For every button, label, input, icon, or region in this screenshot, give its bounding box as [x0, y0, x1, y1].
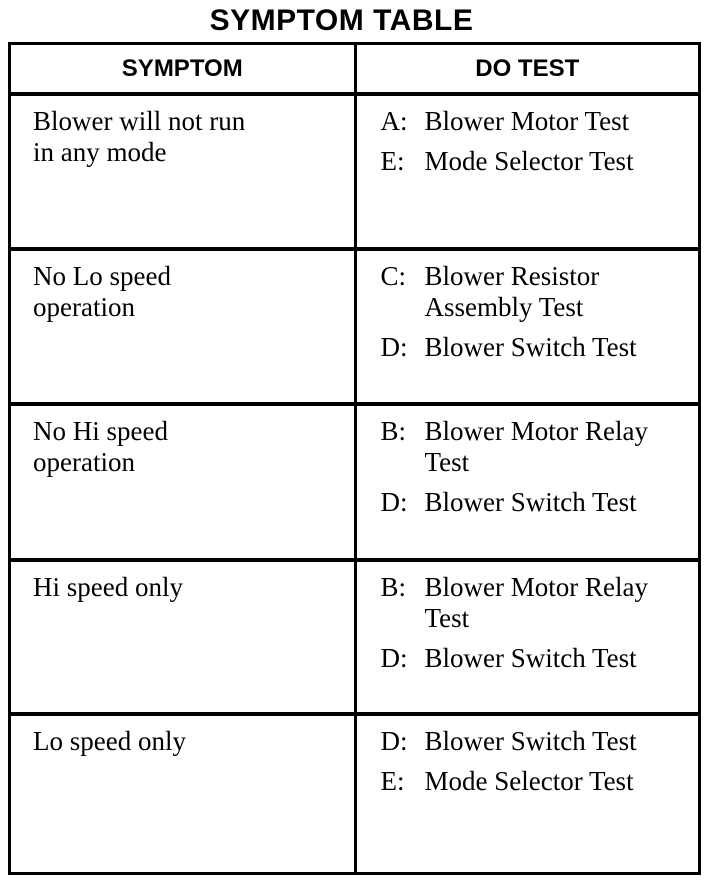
- test-item: [381, 416, 689, 478]
- test-code: D:: [380, 643, 408, 673]
- test-code: E:: [380, 146, 405, 176]
- do-test-column-header: DO TEST: [355, 45, 698, 94]
- test-name: Blower Switch Test: [424, 643, 637, 673]
- header-row: [11, 45, 698, 94]
- test-item: [381, 106, 689, 137]
- test-item: [381, 726, 689, 757]
- test-name: Blower Switch Test: [424, 332, 637, 362]
- symptom-text: Blower will not run in any mode: [33, 106, 246, 167]
- table-row: [11, 714, 698, 872]
- test-name: Mode Selector Test: [424, 766, 634, 796]
- test-item: [381, 332, 689, 363]
- test-item: [381, 146, 689, 177]
- test-code: A:: [380, 106, 408, 136]
- test-item: [381, 487, 689, 518]
- symptom-text: Hi speed only: [33, 572, 183, 602]
- test-name: Blower Motor Relay Test: [424, 572, 648, 633]
- test-name: Mode Selector Test: [424, 146, 634, 176]
- test-item: [381, 643, 689, 674]
- test-code: B:: [380, 416, 407, 446]
- test-name: Blower Switch Test: [424, 487, 637, 517]
- symptom-column-header: SYMPTOM: [11, 45, 355, 94]
- table-row: [11, 560, 698, 714]
- symptom-cell: [11, 249, 355, 404]
- do-test-cell: [355, 714, 698, 872]
- symptom-text: No Lo speed operation: [33, 261, 171, 322]
- test-code: C:: [380, 261, 407, 291]
- symptom-cell: [11, 404, 355, 560]
- test-code: D:: [380, 332, 408, 362]
- symptom-cell: [11, 560, 355, 714]
- test-code: D:: [380, 726, 408, 756]
- table-row: [11, 94, 698, 249]
- symptom-cell: [11, 714, 355, 872]
- test-name: Blower Resistor Assembly Test: [424, 261, 600, 322]
- table-row: [11, 249, 698, 404]
- test-code: B:: [380, 572, 407, 602]
- test-code: E:: [380, 766, 405, 796]
- do-test-cell: [355, 249, 698, 404]
- test-name: Blower Switch Test: [424, 726, 637, 756]
- do-test-cell: [355, 94, 698, 249]
- test-item: [381, 766, 689, 797]
- symptom-cell: [11, 94, 355, 249]
- test-item: [381, 572, 689, 634]
- table-row: [11, 404, 698, 560]
- do-test-cell: [355, 560, 698, 714]
- test-name: Blower Motor Test: [424, 106, 630, 136]
- test-item: [381, 261, 689, 323]
- symptom-text: Lo speed only: [33, 726, 186, 756]
- test-code: D:: [380, 487, 408, 517]
- symptom-table: [8, 42, 701, 875]
- table-title: SYMPTOM TABLE: [209, 4, 474, 37]
- do-test-cell: [355, 404, 698, 560]
- symptom-text: No Hi speed operation: [33, 416, 168, 477]
- test-name: Blower Motor Relay Test: [424, 416, 648, 477]
